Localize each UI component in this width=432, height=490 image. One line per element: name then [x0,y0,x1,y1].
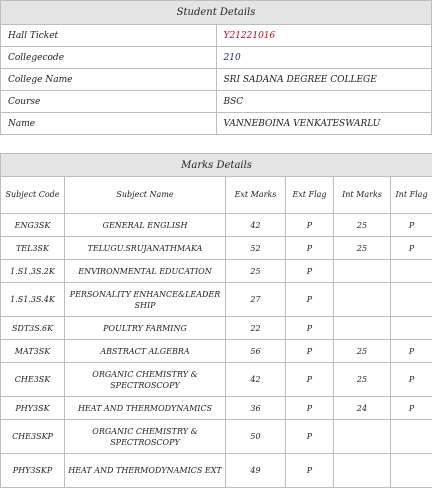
course-label: Course [1,91,217,113]
int-marks-cell [334,454,391,488]
subject-code-cell: 1.S1.3S.2K [1,260,65,283]
ext-marks-cell: 22 [226,317,286,340]
table-row [1,397,432,420]
int-flag-cell: P [391,214,432,237]
int-marks-cell: 24 [334,397,391,420]
subject-code-cell: SDT3S.6K [1,317,65,340]
int-flag-cell [391,283,432,317]
name-value: VANNEBOINA VENKATESWARLU [216,113,432,135]
table-row [1,420,432,454]
ext-flag-header: Ext Flag [286,177,334,214]
int-marks-header: Int Marks [334,177,391,214]
subject-code-cell: CHE3SK [1,363,65,397]
college-name-row [1,69,432,91]
subject-name-cell: TELUGU.SRUJANATHMAKA [65,237,226,260]
ext-marks-cell: 52 [226,237,286,260]
int-flag-cell [391,454,432,488]
ext-marks-cell: 56 [226,340,286,363]
college-code-label: Collegecode [1,47,217,69]
college-name-value: SRI SADANA DEGREE COLLEGE [216,69,432,91]
int-flag-cell: P [391,340,432,363]
int-marks-cell [334,317,391,340]
ext-marks-cell: 27 [226,283,286,317]
subject-code-cell: TEL3SK [1,237,65,260]
subject-name-header: Subject Name [65,177,226,214]
subject-name-cell: ORGANIC CHEMISTRY & SPECTROSCOPY [65,420,226,454]
subject-code-cell: PHY3SKP [1,454,65,488]
int-marks-cell: 25 [334,214,391,237]
table-row [1,454,432,488]
name-label: Name [1,113,217,135]
subject-code-header: Subject Code [1,177,65,214]
table-row [1,317,432,340]
college-code-value: 210 [216,47,432,69]
marks-details-title: Marks Details [1,154,432,177]
int-flag-cell [391,260,432,283]
subject-name-cell: ORGANIC CHEMISTRY & SPECTROSCOPY [65,363,226,397]
ext-flag-cell: P [286,454,334,488]
ext-flag-cell: P [286,420,334,454]
subject-code-cell: PHY3SK [1,397,65,420]
hall-ticket-row [1,25,432,47]
int-flag-cell [391,317,432,340]
name-row [1,113,432,135]
hall-ticket-value: Y21221016 [216,25,432,47]
int-marks-cell: 25 [334,340,391,363]
int-marks-cell: 25 [334,363,391,397]
int-marks-cell [334,420,391,454]
ext-flag-cell: P [286,340,334,363]
subject-name-cell: ABSTRACT ALGEBRA [65,340,226,363]
subject-name-cell: PERSONALITY ENHANCE&LEADER SHIP [65,283,226,317]
subject-name-cell: ENVIRONMENTAL EDUCATION [65,260,226,283]
course-value: BSC [216,91,432,113]
subject-name-cell: HEAT AND THERMODYNAMICS EXT [65,454,226,488]
ext-marks-header: Ext Marks [226,177,286,214]
int-marks-cell: 25 [334,237,391,260]
course-row [1,91,432,113]
table-row [1,237,432,260]
table-row [1,260,432,283]
hall-ticket-label: Hall Ticket [1,25,217,47]
ext-flag-cell: P [286,363,334,397]
ext-flag-cell: P [286,237,334,260]
int-flag-cell [391,420,432,454]
subject-code-cell: MAT3SK [1,340,65,363]
table-row [1,340,432,363]
ext-marks-cell: 42 [226,214,286,237]
int-flag-header: Int Flag [391,177,432,214]
ext-flag-cell: P [286,214,334,237]
ext-marks-cell: 25 [226,260,286,283]
college-name-label: College Name [1,69,217,91]
subject-name-cell: POULTRY FARMING [65,317,226,340]
subject-name-cell: HEAT AND THERMODYNAMICS [65,397,226,420]
int-flag-cell: P [391,237,432,260]
ext-flag-cell: P [286,317,334,340]
student-details-table [0,0,432,135]
subject-code-cell: ENG3SK [1,214,65,237]
ext-flag-cell: P [286,397,334,420]
int-marks-cell [334,283,391,317]
ext-marks-cell: 42 [226,363,286,397]
subject-code-cell: 1.S1.3S.4K [1,283,65,317]
ext-marks-cell: 50 [226,420,286,454]
college-code-row [1,47,432,69]
int-flag-cell: P [391,397,432,420]
int-marks-cell [334,260,391,283]
ext-marks-cell: 49 [226,454,286,488]
student-details-title: Student Details [1,1,432,25]
subject-code-cell: CHE3SKP [1,420,65,454]
subject-name-cell: GENERAL ENGLISH [65,214,226,237]
marks-header-row [1,177,432,214]
ext-marks-cell: 36 [226,397,286,420]
table-row [1,214,432,237]
table-row [1,363,432,397]
marks-details-table [0,153,432,488]
int-flag-cell: P [391,363,432,397]
ext-flag-cell: P [286,260,334,283]
ext-flag-cell: P [286,283,334,317]
table-row [1,283,432,317]
